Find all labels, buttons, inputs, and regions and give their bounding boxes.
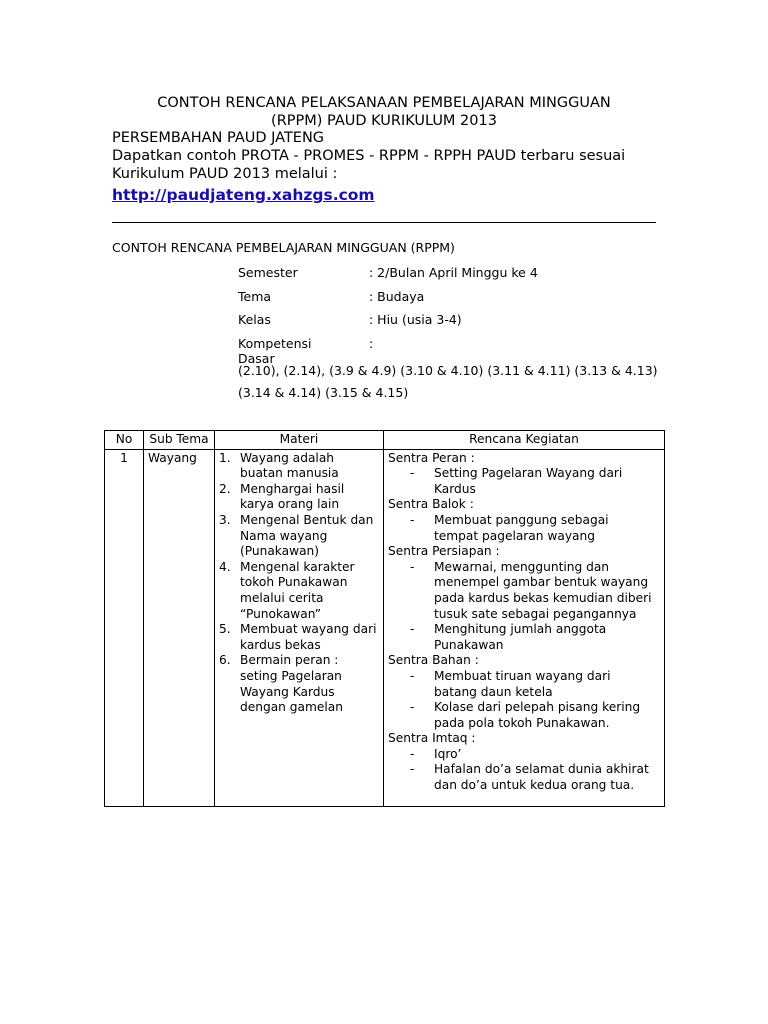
sentra-balok [388, 497, 660, 544]
activity-item: - Setting Pagelaran Wayang dari Kardus [410, 466, 623, 496]
sentra-peran [388, 451, 660, 498]
horizontal-divider [112, 222, 656, 223]
sentra-label: Sentra Imtaq : [388, 731, 476, 746]
sentra-imtaq [388, 731, 660, 793]
table-row [105, 449, 665, 806]
intro-block [112, 129, 672, 206]
kompetensi-dasar-values: (2.10), (2.14), (3.9 & 4.9) (3.10 & 4.10) (3.11 & 4.11) (3.13 & 4.13) (3.14 & 4.14) (3.15 & 4.15) [238, 363, 658, 400]
materi-item: 5. Membuat wayang dari kardus bekas [219, 622, 377, 652]
document-title [100, 94, 668, 130]
website-link[interactable]: http://paudjateng.xahzgs.com [112, 186, 375, 204]
header-sub-tema: Sub Tema [144, 431, 215, 450]
meta-value: : Budaya [369, 288, 425, 304]
meta-value: : Hiu (usia 3-4) [369, 312, 462, 327]
activity-item: - Mewarnai, menggunting dan menempel gambar bentuk wayang pada kardus bekas kemudian diberi tusuk sate sebagai pegangannya [410, 559, 652, 621]
sentra-bahan [388, 653, 660, 731]
meta-label: Kompetensi Dasar [238, 335, 312, 366]
cell-rencana-kegiatan [384, 449, 665, 806]
sentra-label: Sentra Balok : [388, 497, 474, 512]
header-rencana-kegiatan: Rencana Kegiatan [384, 431, 665, 450]
table-header-row [105, 431, 665, 450]
sentra-persiapan [388, 544, 660, 653]
materi-item: 1. Wayang adalah buatan manusia [219, 450, 339, 481]
title-line-1: CONTOH RENCANA PELAKSANAAN PEMBELAJARAN MINGGUAN [157, 95, 611, 111]
materi-item: 2. Menghargai hasil karya orang lain [219, 481, 345, 512]
activity-item: - Menghitung jumlah anggota Punakawan [410, 622, 607, 652]
sentra-label: Sentra Bahan : [388, 653, 479, 668]
materi-item: 4. Mengenal karakter tokoh Punakawan melalui cerita “Punokawan” [219, 559, 355, 621]
intro-publisher: PERSEMBAHAN PAUD JATENG [112, 130, 325, 146]
section-title: CONTOH RENCANA PEMBELAJARAN MINGGUAN (RPPM) [112, 240, 455, 255]
meta-value: : 2/Bulan April Minggu ke 4 [369, 265, 538, 280]
intro-description: Dapatkan contoh PROTA - PROMES - RPPM - RPPH PAUD terbaru sesuai Kurikulum PAUD 2013 melalui : [112, 148, 626, 182]
activity-item: - Membuat tiruan wayang dari batang daun ketela [410, 668, 611, 699]
materi-item: 3. Mengenal Bentuk dan Nama wayang (Punakawan) [219, 512, 374, 559]
meta-label: Tema [238, 288, 272, 304]
activity-item: - Iqro’ [410, 746, 462, 761]
cell-sub-tema: Wayang [144, 449, 215, 806]
meta-label: Semester [238, 265, 298, 280]
header-no: No [105, 431, 144, 450]
title-line-2: (RPPM) PAUD KURIKULUM 2013 [271, 113, 497, 129]
meta-label: Kelas [238, 312, 271, 327]
sentra-label: Sentra Persiapan : [388, 544, 500, 559]
activity-item: - Kolase dari pelepah pisang kering pada pola tokoh Punakawan. [410, 700, 641, 730]
cell-no: 1 [105, 449, 144, 806]
cell-materi [215, 449, 384, 806]
materi-item: 6. Bermain peran : seting Pagelaran Wayang Kardus dengan gamelan [219, 653, 343, 715]
activity-item: - Hafalan do’a selamat dunia akhirat dan do’a untuk kedua orang tua. [410, 762, 649, 793]
meta-value: : [369, 335, 374, 351]
rppm-table [104, 430, 665, 807]
sentra-label: Sentra Peran : [388, 450, 475, 465]
header-materi: Materi [215, 431, 384, 450]
materi-list [219, 451, 379, 716]
activity-item: - Membuat panggung sebagai tempat pagelaran wayang [410, 512, 609, 543]
